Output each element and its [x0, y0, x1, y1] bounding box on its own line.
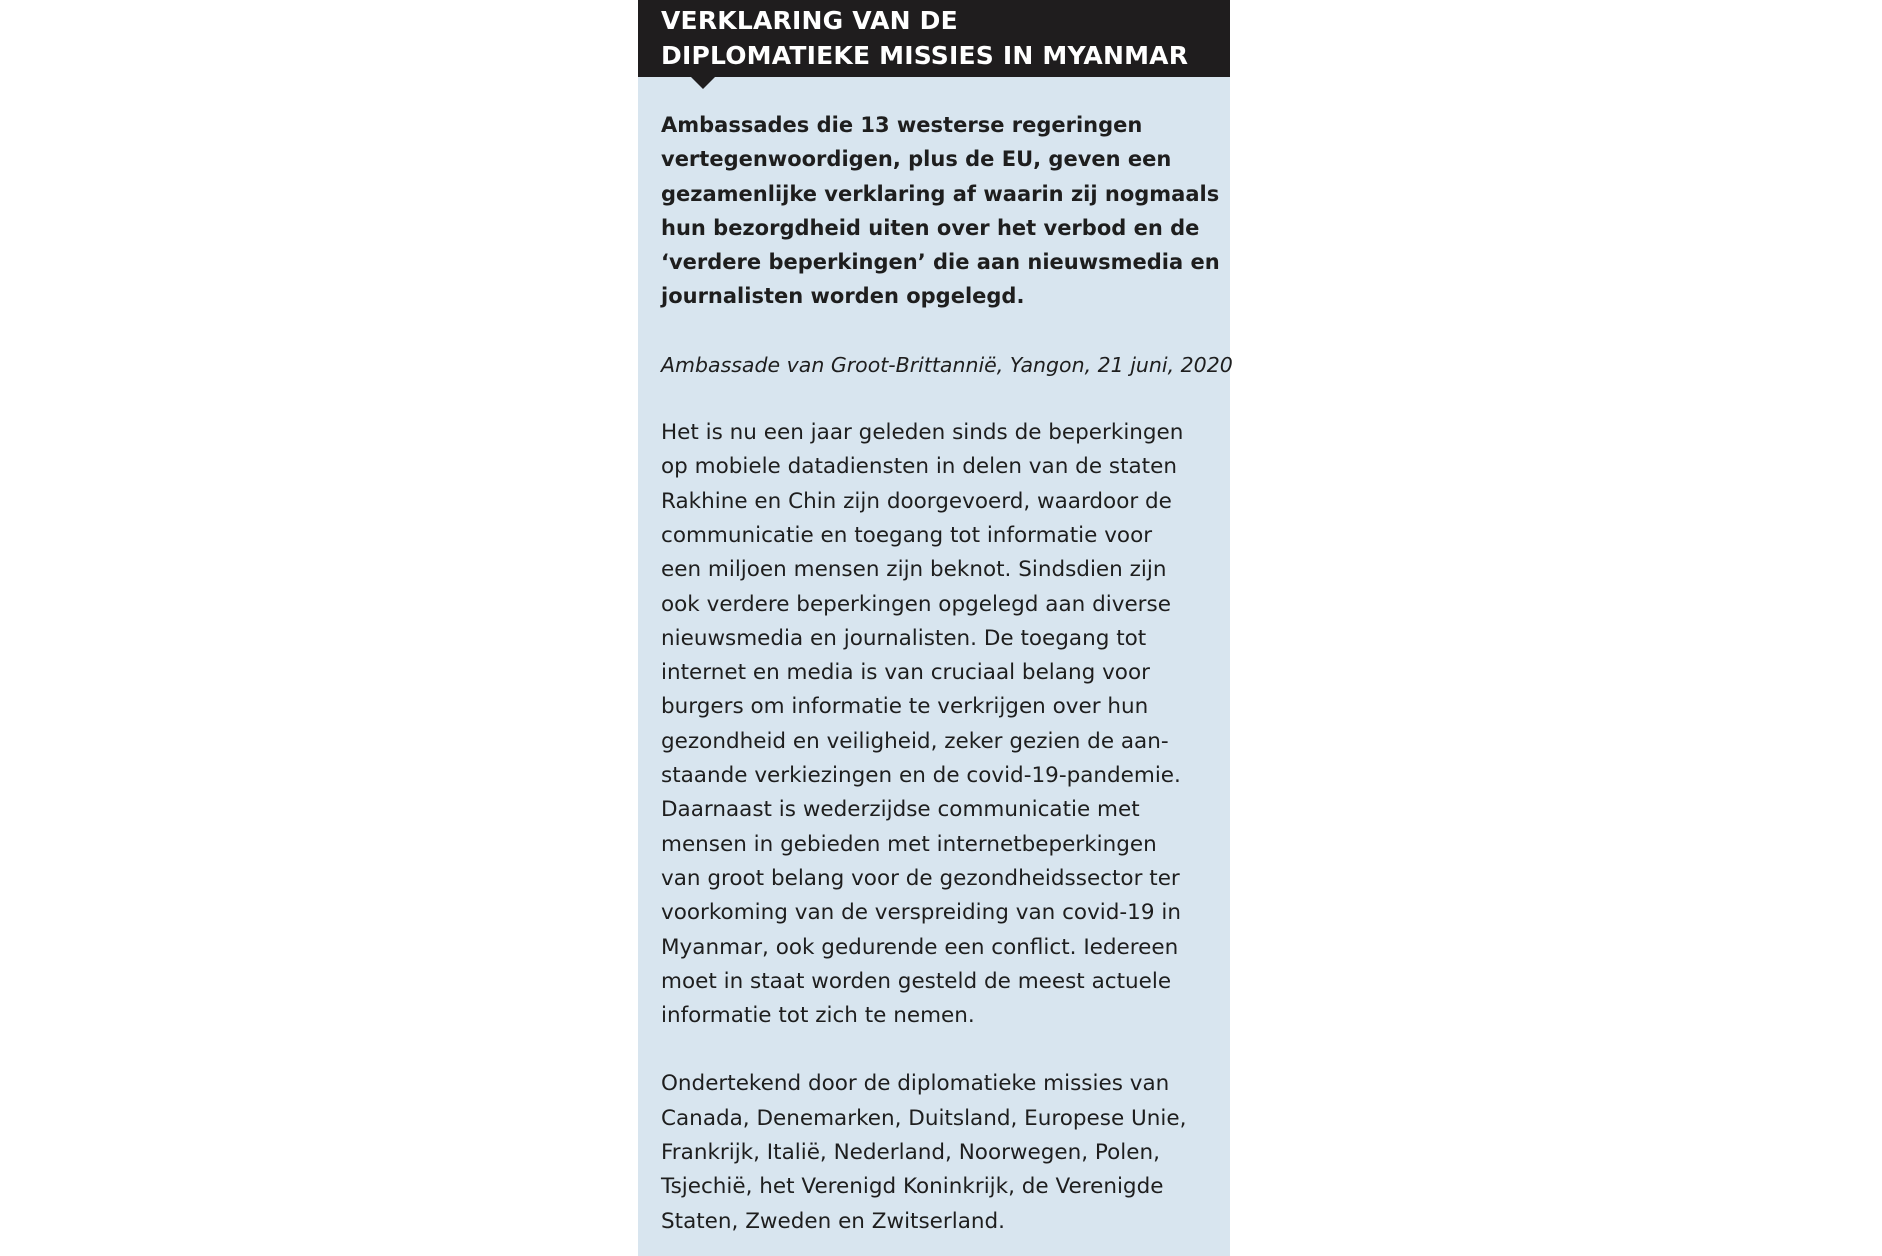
- signatories-line: Canada, Denemarken, Duitsland, Europese Unie,: [661, 1105, 1187, 1131]
- lead-line: gezamenlijke verklaring af waarin zij nogmaals: [661, 181, 1220, 206]
- body-line: staande verkiezingen en de covid-19-pandemie.: [661, 763, 1181, 789]
- dateline: Ambassade van Groot-Brittannië, Yangon, 21 juni, 2020: [661, 352, 1233, 377]
- title-line: DIPLOMATIEKE MISSIES IN MYANMAR: [661, 41, 1189, 70]
- body-line: Myanmar, ook gedurende een conflict. Iedereen: [661, 934, 1179, 960]
- body-line: mensen in gebieden met internetbeperkingen: [661, 831, 1157, 857]
- lead-paragraph: [661, 108, 1226, 314]
- statement-box: [638, 0, 1233, 1256]
- body-line: ook verdere beperkingen opgelegd aan diverse: [661, 591, 1171, 617]
- body-line: een miljoen mensen zijn beknot. Sindsdien zijn: [661, 557, 1167, 583]
- body-line: communicatie en toegang tot informatie voor: [661, 522, 1153, 548]
- signatories-line: Tsjechië, het Verenigd Koninkrijk, de Verenigde: [661, 1174, 1164, 1200]
- signatories-line: Frankrijk, Italië, Nederland, Noorwegen, Polen,: [661, 1140, 1160, 1166]
- header-pointer-notch: [691, 77, 715, 89]
- body-paragraph: [661, 416, 1226, 1033]
- body-line: Het is nu een jaar geleden sinds de beperkingen: [661, 420, 1184, 446]
- body-line: nieuwsmedia en journalisten. De toegang tot: [661, 625, 1147, 651]
- statement-content: [661, 108, 1233, 1239]
- body-line: Rakhine en Chin zijn doorgevoerd, waardoor de: [661, 488, 1172, 514]
- signatories-paragraph: [661, 1067, 1226, 1238]
- body-line: Daarnaast is wederzijdse communicatie met: [661, 797, 1140, 823]
- body-line: moet in staat worden gesteld de meest actuele: [661, 968, 1172, 994]
- body-line: op mobiele datadiensten in delen van de staten: [661, 454, 1177, 480]
- title-line: VERKLARING VAN DE: [661, 6, 958, 35]
- statement-header: [638, 0, 1230, 77]
- body-line: internet en media is van cruciaal belang voor: [661, 660, 1150, 686]
- body-line: burgers om informatie te verkrijgen over hun: [661, 694, 1149, 720]
- lead-line: ‘verdere beperkingen’ die aan nieuwsmedia en: [661, 250, 1220, 275]
- body-line: informatie tot zich te nemen.: [661, 1003, 975, 1029]
- signatories-line: Staten, Zweden en Zwitserland.: [661, 1208, 1006, 1234]
- lead-line: Ambassades die 13 westerse regeringen: [661, 113, 1143, 137]
- statement-title: [661, 3, 1221, 73]
- body-line: gezondheid en veiligheid, zeker gezien de aan-: [661, 728, 1169, 754]
- lead-line: vertegenwoordigen, plus de EU, geven een: [661, 147, 1172, 172]
- body-line: voorkoming van de verspreiding van covid-19 in: [661, 900, 1181, 926]
- lead-line: hun bezorgdheid uiten over het verbod en de: [661, 215, 1200, 240]
- signatories-line: Ondertekend door de diplomatieke missies van: [661, 1071, 1170, 1097]
- body-line: van groot belang voor de gezondheidssector ter: [661, 865, 1180, 891]
- lead-line: journalisten worden opgelegd.: [661, 284, 1025, 309]
